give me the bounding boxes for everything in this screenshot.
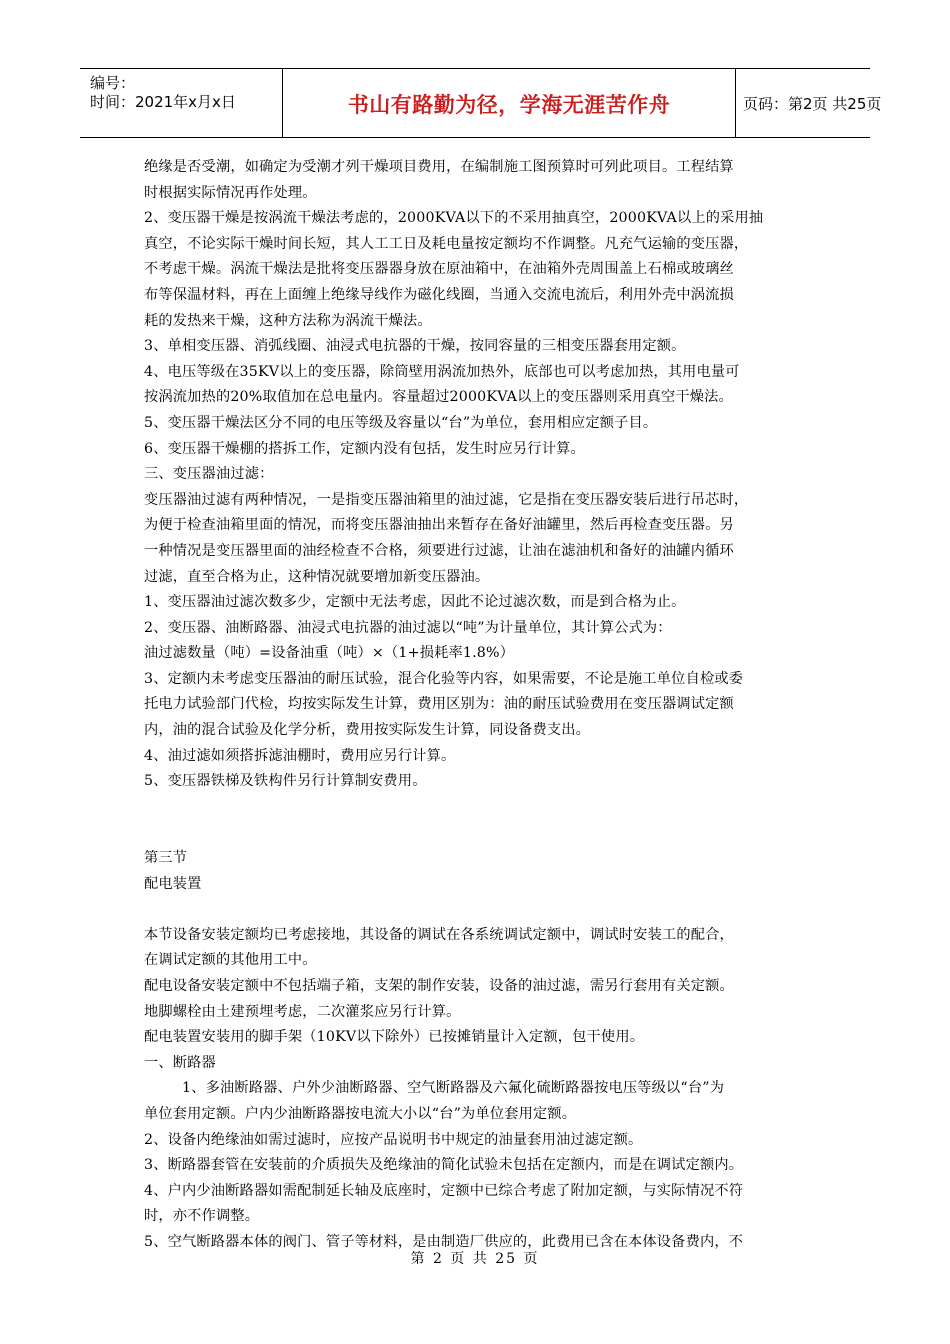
text-line: 3、断路器套管在安装前的介质损失及绝缘油的简化试验未包括在定额内，而是在调试定额内。 [144,1157,744,1174]
text-line: 时，亦不作调整。 [144,1208,260,1225]
text-line: 2、设备内绝缘油如需过滤时，应按产品说明书中规定的油量套用油过滤定额。 [144,1131,643,1148]
text-line: 6、变压器干燥棚的搭拆工作，定额内没有包括，发生时应另行计算。 [144,440,585,457]
header-motto-cell [282,69,736,137]
text-line: 5、变压器干燥法区分不同的电压等级及容量以“台”为单位，套用相应定额子目。 [144,414,658,431]
text-line: 本节设备安装定额均已考虑接地，其设备的调试在各系统调试定额中，调试时安装工的配合， [144,926,734,943]
text-line: 一种情况是变压器里面的油经检查不合格，须要进行过滤，让油在滤油机和备好的油罐内循环 [144,542,734,559]
document-time-label: 时间：2021年x月x日 [90,93,236,111]
header-page-info: 页码：第2页 共25页 [743,95,882,113]
document-body [144,155,814,1256]
text-line: 油过滤数量（吨）=设备油重（吨）×（1+损耗率1.8%） [144,645,515,662]
text-line: 4、电压等级在35KV以上的变压器，除筒壁用涡流加热外，底部也可以考虑加热，其用电量可 [144,363,740,380]
text-line: 过滤，直至合格为止，这种情况就要增加新变压器油。 [144,568,490,585]
text-line: 1、多油断路器、户外少油断路器、空气断路器及六氟化硫断路器按电压等级以“台”为 [182,1080,725,1097]
text-line: 配电设备安装定额中不包括端子箱，支架的制作安装，设备的油过滤，需另行套用有关定额。 [144,978,734,994]
text-line: 配电装置 [144,875,202,892]
document-number-label: 编号： [90,74,136,92]
header-page-cell [735,69,882,137]
text-line: 变压器油过滤有两种情况，一是指变压器油箱里的油过滤，它是指在变压器安装后进行吊芯时， [144,491,749,508]
header-meta-cell [80,69,282,137]
text-line: 地脚螺栓由土建预埋考虑，二次灌浆应另行计算。 [144,1003,461,1020]
page-footer: 第 2 页 共 25 页 [410,1251,540,1267]
text-line: 2、变压器、油断路器、油浸式电抗器的油过滤以“吨”为计量单位，其计算公式为： [144,619,672,636]
text-line: 在调试定额的其他用工中。 [144,952,317,969]
text-line: 不考虑干燥。涡流干燥法是批将变压器器身放在原油箱中，在油箱外壳周围盖上石棉或玻璃丝 [144,261,734,278]
text-line: 绝缘是否受潮，如确定为受潮才列干燥项目费用，在编制施工图预算时可列此项目。工程结算 [144,159,734,175]
text-line: 单位套用定额。户内少油断路器按电流大小以“台”为单位套用定额。 [144,1105,577,1122]
text-line: 第三节 [144,850,188,867]
text-line: 5、空气断路器本体的阀门、管子等材料，是由制造厂供应的，此费用已含在本体设备费内，不 [144,1233,744,1250]
text-line: 3、定额内未考虑变压器油的耐压试验，混合化验等内容，如果需要，不论是施工单位自检或委 [144,670,744,687]
text-line: 时根据实际情况再作处理。 [144,184,317,201]
page-header [80,68,882,138]
text-line: 托电力试验部门代检，均按实际发生计算，费用区别为：油的耐压试验费用在变压器调试定额 [144,696,734,713]
text-line: 按涡流加热的20%取值加在总电量内。容量超过2000KVA以上的变压器则采用真空干燥法。 [144,389,733,406]
text-line: 三、变压器油过滤： [144,466,274,483]
blank-line [144,820,814,846]
text-line: 一、断路器 [144,1054,216,1071]
text-line: 5、变压器铁梯及铁构件另行计算制安费用。 [144,773,427,790]
text-line: 1、变压器油过滤次数多少，定额中无法考虑，因此不论过滤次数，而是到合格为止。 [144,594,686,611]
text-line: 4、户内少油断路器如需配制延长轴及底座时，定额中已综合考虑了附加定额，与实际情况不符 [144,1182,744,1199]
blank-line [144,897,814,923]
text-line: 耗的发热来干燥，这种方法称为涡流干燥法。 [144,312,432,329]
header-motto: 书山有路勤为径，学海无涯苦作舟 [347,93,671,117]
text-line: 配电装置安装用的脚手架（10KV以下除外）已按摊销量计入定额，包干使用。 [144,1029,645,1046]
text-line: 3、单相变压器、消弧线圈、油浸式电抗器的干燥，按同容量的三相变压器套用定额。 [144,338,686,355]
text-line: 为便于检查油箱里面的情况，而将变压器油抽出来暂存在备好油罐里，然后再检查变压器。另 [144,517,734,534]
blank-line [144,795,814,821]
text-line: 2、变压器干燥是按涡流干燥法考虑的，2000KVA以下的不采用抽真空，2000KVA以上的采用抽 [144,210,764,227]
text-line: 真空，不论实际干燥时间长短，其人工工日及耗电量按定额均不作调整。凡充气运输的变压器， [144,235,749,252]
text-line: 布等保温材料，再在上面缠上绝缘导线作为磁化线圈，当通入交流电流后，利用外壳中涡流损 [144,286,734,303]
text-line: 内，油的混合试验及化学分析，费用按实际发生计算，同设备费支出。 [144,722,591,739]
text-line: 4、油过滤如须搭拆滤油棚时，费用应另行计算。 [144,747,456,764]
